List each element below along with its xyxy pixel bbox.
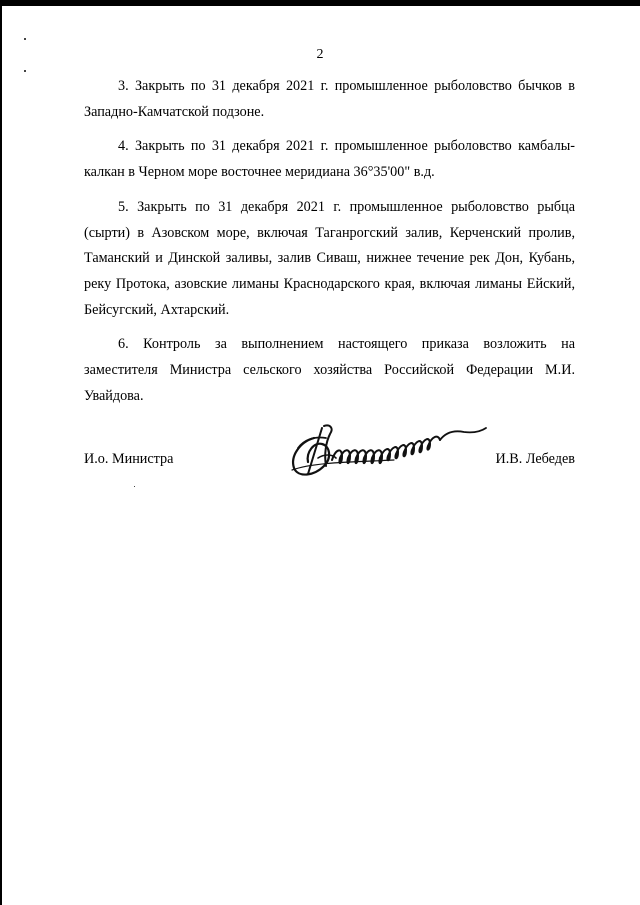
scan-edge-left — [0, 0, 2, 905]
paragraph-4: 4. Закрыть по 31 декабря 2021 г. промышленное рыболовство камбалы-калкан в Черном море восточнее меридиана 36°35'00" в.д. — [84, 138, 575, 181]
scan-speck — [24, 70, 26, 72]
handwritten-signature — [284, 418, 488, 480]
scan-edge-top — [0, 0, 640, 6]
scan-speck — [24, 38, 26, 40]
scan-speck — [134, 486, 135, 487]
signatory-name: И.В. Лебедев — [495, 451, 575, 467]
document-body — [84, 74, 575, 418]
page-number: 2 — [316, 47, 324, 62]
paragraph-5: 5. Закрыть по 31 декабря 2021 г. промышленное рыболовство рыбца (сырти) в Азовском море, включая Таганрогский залив, Керченский пролив, Таманский и Динской заливы, залив Сиваш, нижнее течение рек Дон, Кубань, реку Протока, азовские лиманы Краснодарского края, включая лиманы Ейский, Бейсугский, Ахтарский. — [84, 198, 575, 318]
paragraph-3: 3. Закрыть по 31 декабря 2021 г. промышленное рыболовство бычков в Западно-Камчатской подзоне. — [84, 78, 575, 120]
signatory-position: И.о. Министра — [84, 451, 174, 467]
paragraph-6: 6. Контроль за выполнением настоящего приказа возложить на заместителя Министра сельского хозяйства Российской Федерации М.И. Увайдова. — [84, 336, 575, 404]
